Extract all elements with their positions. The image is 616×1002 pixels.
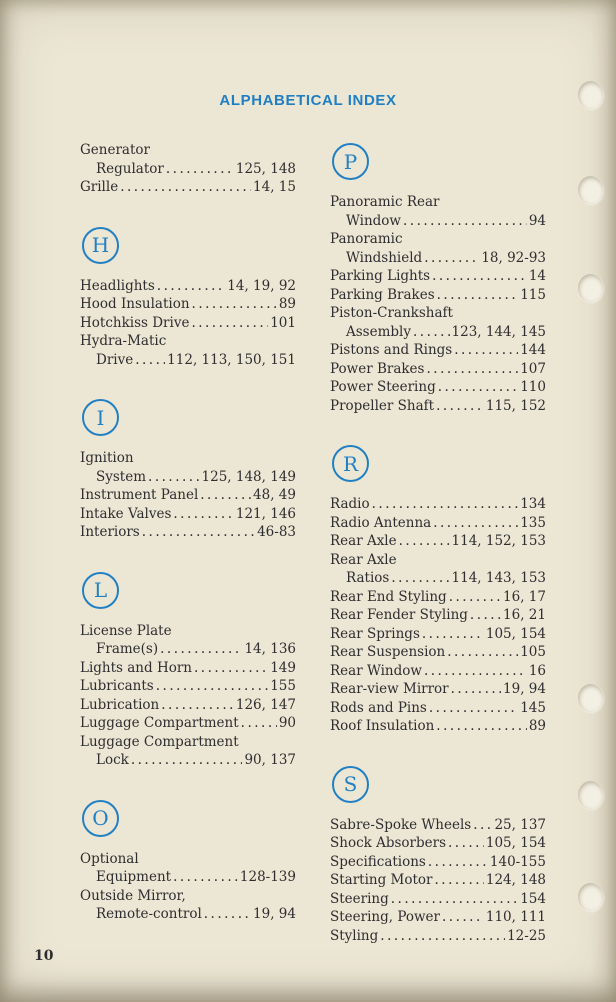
letter-circle-icon: I <box>82 399 119 436</box>
index-entry-line <box>330 816 546 835</box>
index-entry-line <box>330 927 546 946</box>
index-entry-line <box>330 532 546 551</box>
entry-pages: 155 <box>270 678 296 694</box>
dot-leader <box>166 160 234 179</box>
index-entry-line <box>80 640 296 659</box>
entry-label: Intake Valves <box>80 505 172 522</box>
index-entry-line <box>80 677 296 696</box>
dot-leader <box>436 397 484 416</box>
dot-leader <box>135 351 165 370</box>
index-entry-line <box>80 468 296 487</box>
dot-leader <box>436 717 527 736</box>
entry-pages: 25, 137 <box>494 816 546 833</box>
entry-label: Power Steering <box>330 379 436 395</box>
dot-leader <box>413 323 450 342</box>
index-column-right <box>330 141 546 945</box>
dot-leader <box>161 696 234 715</box>
section-letter-S <box>332 766 546 803</box>
dot-leader <box>435 871 484 890</box>
punch-hole <box>578 781 603 809</box>
entry-pages: 89 <box>528 718 546 734</box>
dot-leader <box>191 314 268 333</box>
index-column-left <box>80 141 296 945</box>
dot-leader <box>438 378 519 397</box>
entry-label: Assembly <box>346 323 411 340</box>
letter-circle-icon: P <box>332 143 369 180</box>
dot-leader <box>447 643 518 662</box>
index-entry-line <box>330 588 546 607</box>
entry-label: License Plate <box>80 622 172 639</box>
entry-label: Equipment <box>96 869 172 885</box>
index-entry-line <box>80 659 296 678</box>
entry-label: Grille <box>80 179 119 195</box>
index-entry-line <box>330 890 546 909</box>
dot-leader <box>157 277 226 296</box>
index-entry-line <box>330 908 546 927</box>
index-entry-line <box>330 569 546 588</box>
entry-label: Styling <box>330 927 379 944</box>
dot-leader <box>473 816 492 835</box>
entry-pages: 114, 152, 153 <box>451 533 546 549</box>
index-entry-line <box>330 699 546 718</box>
dot-leader <box>433 514 518 533</box>
entry-label: Ignition <box>80 450 134 466</box>
index-entry-line <box>330 834 546 853</box>
entry-label: Lubricants <box>80 678 154 694</box>
dot-leader <box>442 908 484 927</box>
dot-leader <box>241 714 277 733</box>
entry-pages: 140-155 <box>489 853 546 870</box>
punch-hole <box>578 684 603 712</box>
section-letter-L <box>82 572 296 609</box>
entry-label: Parking Lights <box>330 268 431 284</box>
entry-pages: 90, 137 <box>244 752 296 768</box>
dot-leader <box>449 588 501 607</box>
entry-pages: 115 <box>520 286 546 303</box>
entry-label: Rear Suspension <box>330 644 446 660</box>
entry-pages: 105, 154 <box>485 625 546 642</box>
dot-leader <box>192 295 277 314</box>
section-letter-P <box>332 143 546 180</box>
entry-label: Specifications <box>330 853 426 870</box>
index-entry-line <box>80 351 296 370</box>
dot-leader <box>391 569 449 588</box>
entry-label: Starting Motor <box>330 872 433 888</box>
entry-label: Drive <box>96 351 134 368</box>
index-entry-line <box>330 514 546 533</box>
index-entry-line <box>330 397 546 416</box>
index-entry-line <box>80 332 296 351</box>
dot-leader <box>173 505 233 524</box>
entry-pages: 124, 148 <box>485 872 546 888</box>
index-entry-line <box>80 277 296 296</box>
entry-pages: 101 <box>270 314 296 331</box>
index-entry-line <box>330 871 546 890</box>
section-letter-H <box>82 227 296 264</box>
entry-pages: 144 <box>520 342 546 358</box>
entry-label: Rear-view Mirror <box>330 681 449 697</box>
entry-pages: 14 <box>528 268 546 284</box>
entry-label: Rear Window <box>330 662 422 679</box>
entry-label: Steering <box>330 890 389 907</box>
dot-leader <box>380 927 505 946</box>
entry-pages: 94 <box>528 212 546 229</box>
entry-pages: 90 <box>278 715 296 731</box>
entry-label: Piston-Crankshaft <box>330 305 453 321</box>
index-entry-line <box>330 323 546 342</box>
entry-pages: 46-83 <box>257 524 296 540</box>
dot-leader <box>437 286 519 305</box>
dot-leader <box>194 659 268 678</box>
dot-leader <box>448 834 484 853</box>
index-entry-line <box>80 505 296 524</box>
entry-label: Propeller Shaft <box>330 397 435 414</box>
entry-label: Parking Brakes <box>330 286 435 303</box>
entry-label: Remote-control <box>96 906 202 922</box>
entry-label: Lights and Horn <box>80 659 192 676</box>
entry-label: Rear Springs <box>330 625 420 642</box>
index-entry-line <box>80 295 296 314</box>
index-entry-line <box>80 178 296 197</box>
entry-label: Lubrication <box>80 696 160 713</box>
entry-pages: 105 <box>520 644 546 660</box>
entry-pages: 121, 146 <box>235 505 296 522</box>
entry-label: Panoramic Rear <box>330 194 440 210</box>
index-entry-line <box>80 887 296 906</box>
dot-leader <box>428 853 488 872</box>
entry-label: Regulator <box>96 160 164 177</box>
entry-label: Ratios <box>346 570 390 586</box>
entry-label: Hotchkiss Drive <box>80 314 190 331</box>
entry-pages: 112, 113, 150, 151 <box>167 351 296 368</box>
dot-leader <box>200 486 251 505</box>
index-entry-line <box>330 286 546 305</box>
entry-label: Rear Fender Styling <box>330 607 468 623</box>
dot-leader <box>399 532 450 551</box>
entry-label: Hood Insulation <box>80 296 190 312</box>
entry-label: Luggage Compartment <box>80 733 239 750</box>
entry-label: Shock Absorbers <box>330 835 447 851</box>
dot-leader <box>391 890 518 909</box>
entry-pages: 16 <box>528 662 546 679</box>
index-entry-line <box>330 606 546 625</box>
entry-pages: 125, 148, 149 <box>201 468 296 485</box>
dot-leader <box>403 212 527 231</box>
section-letter-R <box>332 445 546 482</box>
index-entry-line <box>330 249 546 268</box>
index-entry-line <box>80 751 296 770</box>
entry-pages: 14, 136 <box>244 641 296 657</box>
punch-hole <box>578 883 603 911</box>
entry-pages: 105, 154 <box>485 835 546 851</box>
punch-hole <box>578 176 603 204</box>
index-entry-line <box>330 267 546 286</box>
index-entry-line <box>330 378 546 397</box>
dot-leader <box>422 625 484 644</box>
entry-pages: 128-139 <box>239 869 296 885</box>
index-entry-line <box>330 341 546 360</box>
index-entry-line <box>330 212 546 231</box>
entry-pages: 126, 147 <box>235 696 296 713</box>
entry-pages: 110, 111 <box>485 909 546 925</box>
index-entry-line <box>330 551 546 570</box>
index-entry-line <box>80 622 296 641</box>
dot-leader <box>173 868 238 887</box>
punch-hole <box>578 81 603 109</box>
entry-pages: 16, 21 <box>503 607 546 623</box>
index-entry-line <box>80 714 296 733</box>
entry-label: Window <box>346 212 401 229</box>
section-letter-O <box>82 800 296 837</box>
entry-pages: 135 <box>520 514 546 531</box>
dot-leader <box>148 468 200 487</box>
entry-label: Luggage Compartment <box>80 715 239 731</box>
entry-pages: 107 <box>520 360 546 377</box>
entry-label: Rear Axle <box>330 551 397 568</box>
entry-label: Radio Antenna <box>330 514 432 531</box>
index-columns <box>0 109 616 945</box>
entry-pages: 48, 49 <box>253 487 296 503</box>
entry-label: Power Brakes <box>330 360 425 377</box>
index-entry-line <box>80 141 296 160</box>
dot-leader <box>426 360 518 379</box>
entry-pages: 123, 144, 145 <box>451 323 546 340</box>
entry-pages: 89 <box>278 296 296 312</box>
entry-pages: 19, 94 <box>503 681 546 697</box>
index-entry-line <box>330 662 546 681</box>
index-entry-line <box>80 868 296 887</box>
index-entry-line <box>80 696 296 715</box>
entry-pages: 12-25 <box>507 927 546 944</box>
entry-label: Instrument Panel <box>80 487 199 503</box>
dot-leader <box>429 699 518 718</box>
entry-label: Rods and Pins <box>330 699 427 716</box>
entry-pages: 115, 152 <box>485 397 546 414</box>
entry-label: Windshield <box>346 249 423 266</box>
dot-leader <box>451 680 501 699</box>
entry-pages: 19, 94 <box>253 906 296 922</box>
dot-leader <box>454 341 518 360</box>
dot-leader <box>142 523 255 542</box>
letter-circle-icon: R <box>332 445 369 482</box>
page-title: ALPHABETICAL INDEX <box>219 92 397 109</box>
index-entry-line <box>330 360 546 379</box>
index-entry-line <box>80 449 296 468</box>
dot-leader <box>131 751 243 770</box>
entry-label: Panoramic <box>330 231 403 247</box>
dot-leader <box>120 178 251 197</box>
entry-label: Pistons and Rings <box>330 342 453 358</box>
section-letter-I <box>82 399 296 436</box>
index-entry-line <box>330 625 546 644</box>
entry-label: Rear End Styling <box>330 588 447 605</box>
dot-leader <box>424 662 527 681</box>
index-entry-line <box>330 230 546 249</box>
dot-leader <box>424 249 479 268</box>
index-entry-line <box>330 495 546 514</box>
entry-pages: 154 <box>520 890 546 907</box>
index-entry-line <box>80 733 296 752</box>
entry-label: System <box>96 468 147 485</box>
entry-pages: 134 <box>520 496 546 512</box>
dot-leader <box>204 905 251 924</box>
entry-label: Roof Insulation <box>330 718 435 734</box>
index-entry-line <box>80 160 296 179</box>
entry-pages: 16, 17 <box>503 588 546 605</box>
letter-circle-icon: L <box>82 572 119 609</box>
index-entry-line <box>330 304 546 323</box>
index-entry-line <box>80 850 296 869</box>
entry-label: Steering, Power <box>330 909 441 925</box>
dot-leader <box>372 495 519 514</box>
entry-label: Frame(s) <box>96 641 159 657</box>
index-entry-line <box>330 717 546 736</box>
entry-pages: 149 <box>270 659 296 676</box>
dot-leader <box>470 606 501 625</box>
entry-label: Lock <box>96 752 129 768</box>
dot-leader <box>156 677 268 696</box>
index-entry-line <box>330 193 546 212</box>
entry-pages: 114, 143, 153 <box>451 570 546 586</box>
index-entry-line <box>330 680 546 699</box>
index-entry-line <box>330 853 546 872</box>
entry-pages: 110 <box>520 379 546 395</box>
index-entry-line <box>80 486 296 505</box>
index-entry-line <box>80 314 296 333</box>
entry-label: Rear Axle <box>330 533 397 549</box>
dot-leader <box>160 640 242 659</box>
letter-circle-icon: O <box>82 800 119 837</box>
index-entry-line <box>80 905 296 924</box>
entry-label: Headlights <box>80 277 155 294</box>
letter-circle-icon: S <box>332 766 369 803</box>
index-entry-line <box>330 643 546 662</box>
entry-label: Interiors <box>80 524 140 540</box>
entry-label: Hydra-Matic <box>80 333 167 349</box>
entry-pages: 18, 92-93 <box>481 249 546 266</box>
entry-pages: 14, 15 <box>253 179 296 195</box>
entry-label: Outside Mirror, <box>80 887 186 904</box>
punch-hole <box>578 274 603 302</box>
entry-pages: 125, 148 <box>235 160 296 177</box>
entry-label: Sabre-Spoke Wheels <box>330 816 472 833</box>
entry-label: Radio <box>330 496 370 512</box>
entry-pages: 14, 19, 92 <box>227 277 296 294</box>
entry-pages: 145 <box>520 699 546 716</box>
dot-leader <box>432 267 527 286</box>
letter-circle-icon: H <box>82 227 119 264</box>
page-number: 10 <box>34 948 54 964</box>
index-entry-line <box>80 523 296 542</box>
entry-label: Optional <box>80 850 139 867</box>
entry-label: Generator <box>80 142 150 158</box>
